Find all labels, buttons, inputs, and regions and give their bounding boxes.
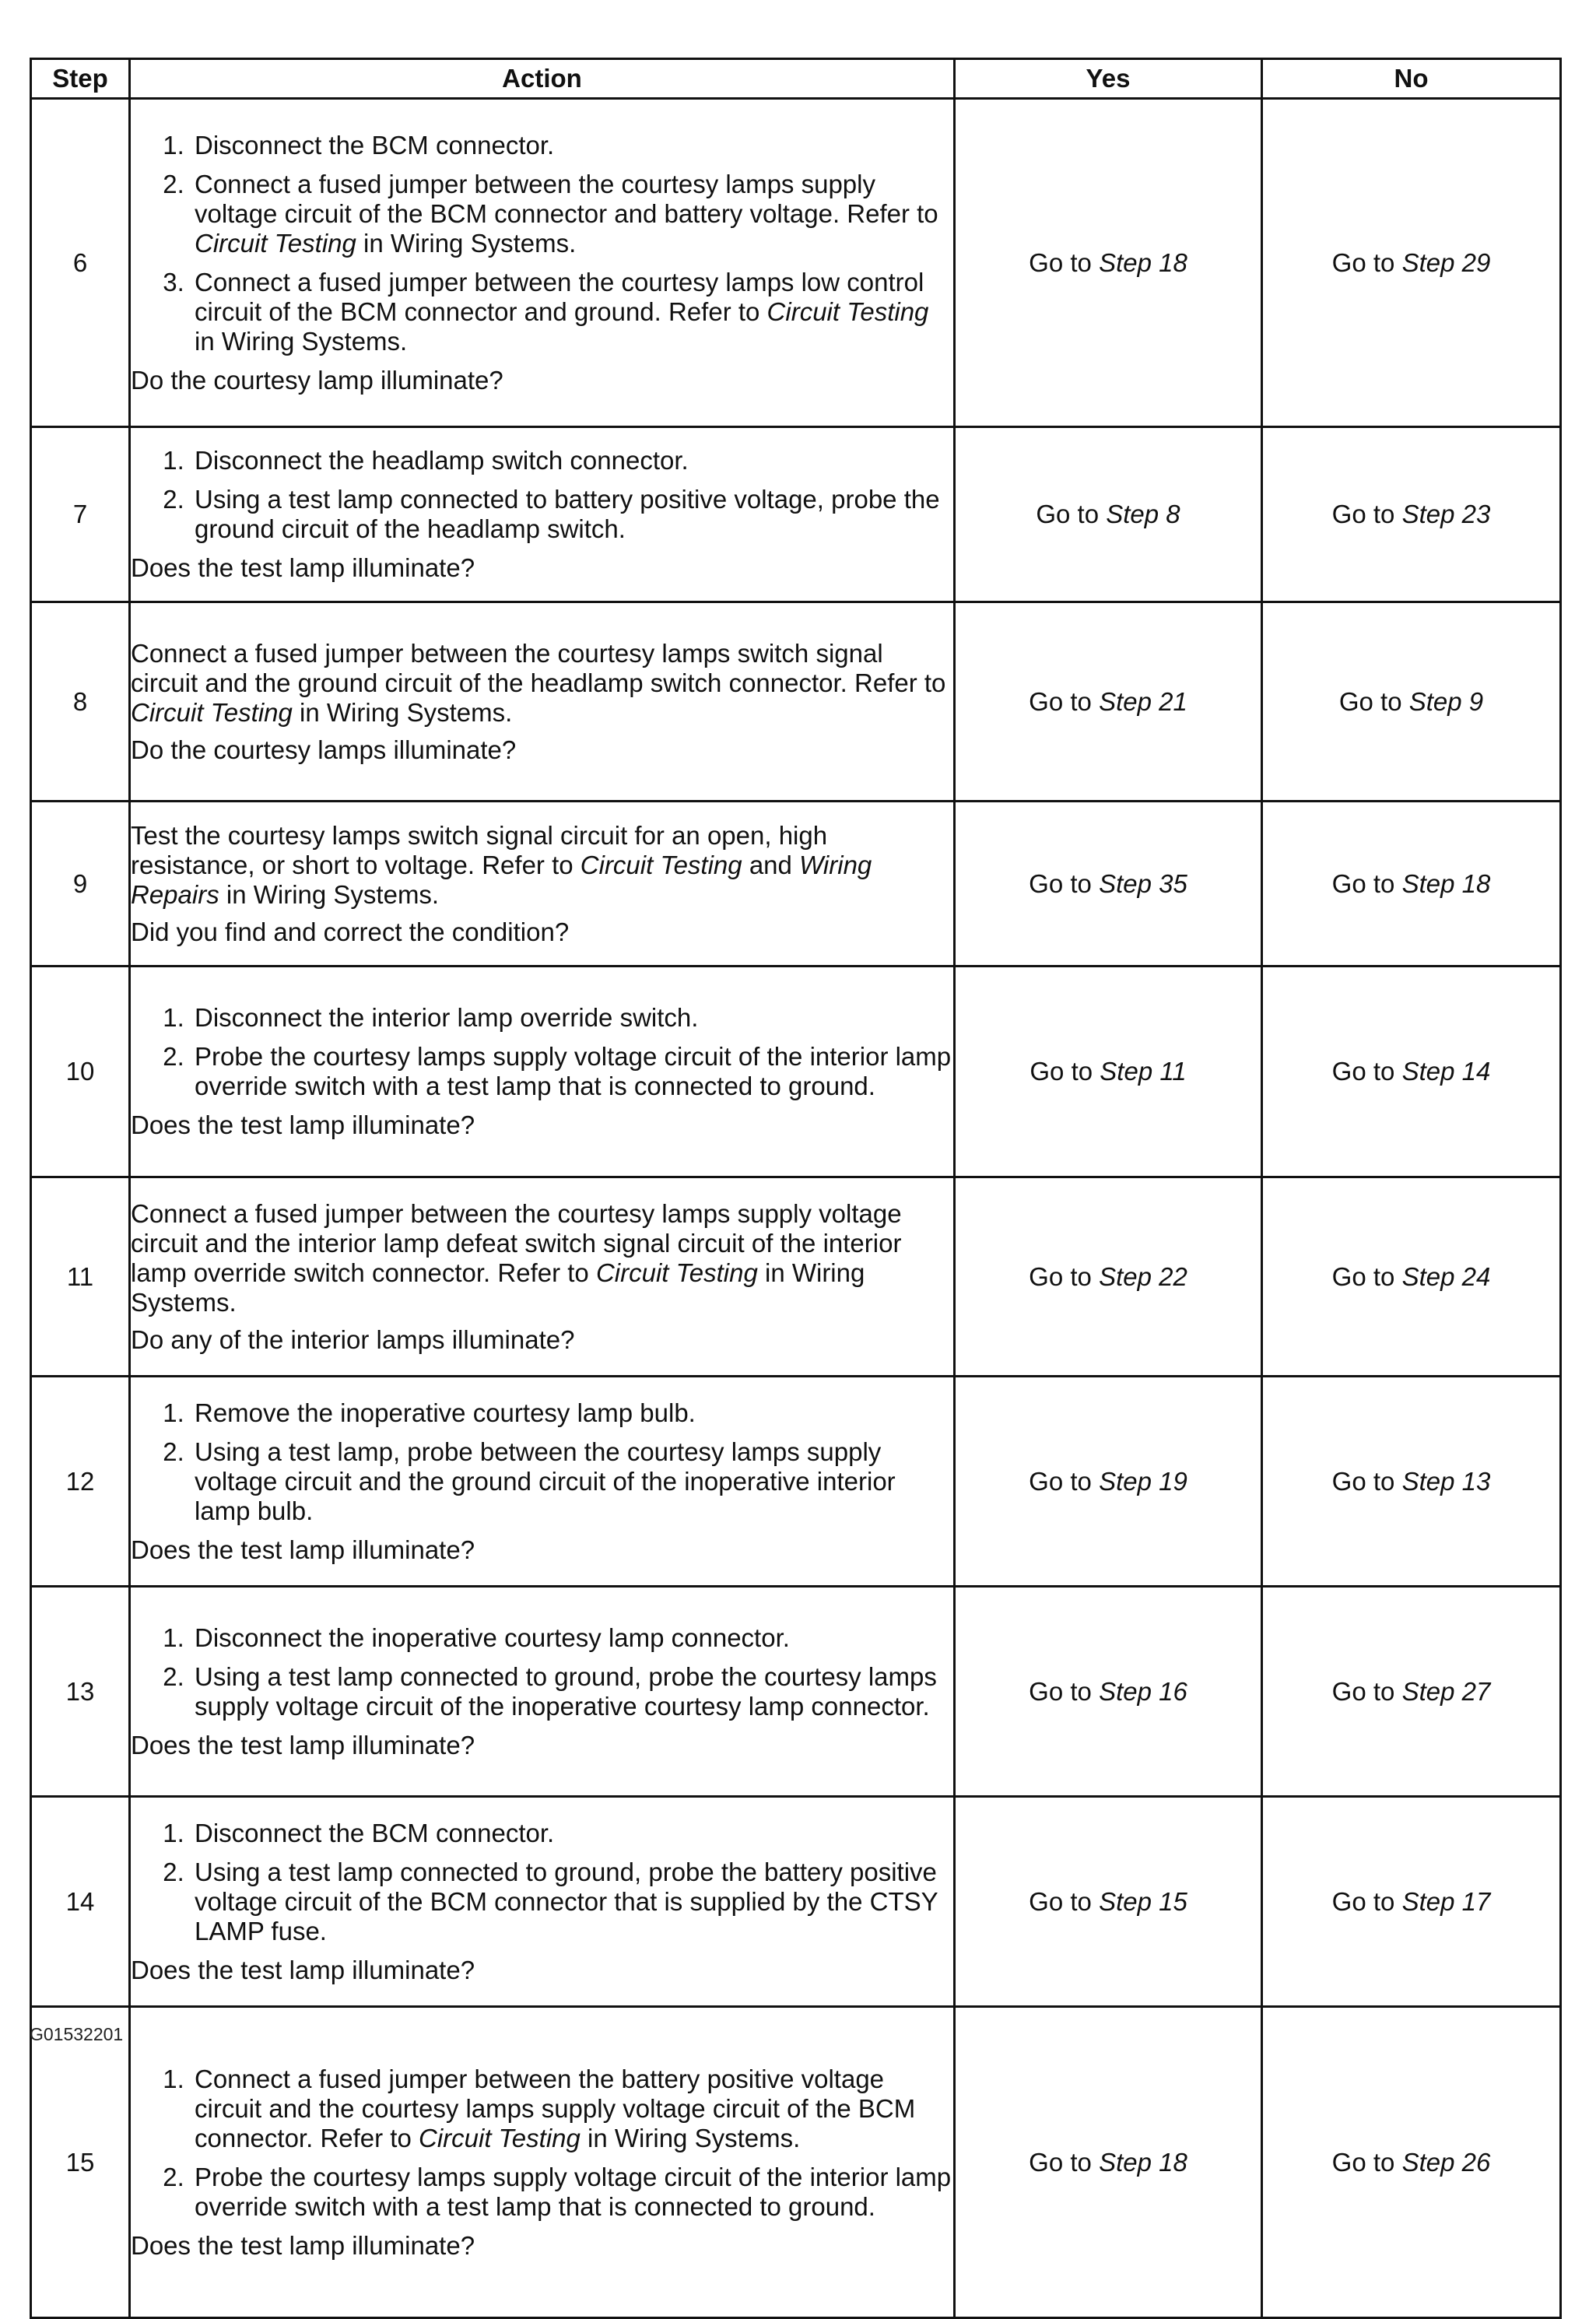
header-yes: Yes [955, 59, 1262, 99]
action-steps-list [131, 1398, 953, 1526]
figure-id: G01532201 [30, 2024, 124, 2044]
instruction-text: in Wiring Systems. [219, 879, 440, 909]
action-cell [130, 1797, 955, 2007]
table-row [31, 1177, 1561, 1377]
goto-step-link: Step 14 [1401, 1057, 1491, 1086]
table-row [31, 2007, 1561, 2318]
step-number: 7 [31, 427, 130, 602]
goto-step-link: Step 26 [1401, 2147, 1491, 2177]
no-result-cell [1262, 1377, 1561, 1587]
goto-step-link: Step 16 [1099, 1676, 1187, 1706]
yes-result-cell [955, 1377, 1262, 1587]
action-step-item [191, 446, 953, 475]
instruction-text: Disconnect the BCM connector. [195, 1818, 555, 1847]
goto-step-link: Step 8 [1106, 500, 1180, 528]
goto-prefix: Go to [1331, 868, 1402, 898]
goto-prefix: Go to [1029, 1466, 1100, 1496]
reference-text: Circuit Testing [580, 850, 742, 879]
goto-step-link: Step 27 [1401, 1676, 1491, 1706]
goto-step-link: Step 18 [1401, 868, 1491, 898]
instruction-text: Test the courtesy lamps switch signal circuit for an open, high resistance, or short to voltage. Refer to [131, 820, 828, 879]
step-number: 10 [31, 967, 130, 1177]
header-no: No [1262, 59, 1561, 99]
diagnostic-table [30, 58, 1562, 2319]
table-row [31, 967, 1561, 1177]
goto-step-link: Step 35 [1099, 868, 1187, 898]
goto-prefix: Go to [1029, 1886, 1100, 1916]
action-steps-list [131, 1003, 953, 1101]
action-text [131, 1199, 953, 1317]
action-cell [130, 967, 955, 1177]
instruction-text: in Wiring Systems. [356, 228, 577, 258]
action-cell [130, 602, 955, 802]
step-number: 8 [31, 602, 130, 802]
instruction-text: and [742, 850, 800, 879]
goto-prefix: Go to [1338, 686, 1409, 716]
goto-step-link: Step 29 [1401, 247, 1491, 277]
action-step-item [191, 1623, 953, 1653]
step-number: 13 [31, 1587, 130, 1797]
instruction-text: Probe the courtesy lamps supply voltage circuit of the interior lamp override switch with a test lamp that is connected to ground. [195, 1042, 952, 1100]
goto-prefix: Go to [1331, 1057, 1402, 1086]
instruction-text: Using a test lamp connected to ground, probe the courtesy lamps supply voltage circuit of the inoperative courtesy lamp connector. [195, 1661, 937, 1721]
instruction-text: Connect a fused jumper between the courtesy lamps supply voltage circuit of the BCM connector and battery voltage. Refer to [195, 169, 938, 228]
goto-step-link: Step 21 [1099, 686, 1187, 716]
no-result-cell [1262, 602, 1561, 802]
instruction-text: Connect a fused jumper between the courtesy lamps low control circuit of the BCM connector and ground. Refer to [195, 267, 924, 326]
action-cell [130, 1587, 955, 1797]
table-row [31, 1587, 1561, 1797]
action-step-item [191, 2065, 953, 2153]
action-cell [130, 427, 955, 602]
action-step-item [191, 2163, 953, 2222]
instruction-text: Remove the inoperative courtesy lamp bulb. [195, 1398, 696, 1427]
action-cell [130, 1377, 955, 1587]
yes-result-cell [955, 99, 1262, 427]
table-row [31, 802, 1561, 967]
no-result-cell [1262, 1587, 1561, 1797]
goto-prefix: Go to [1331, 1466, 1402, 1496]
step-number: 12 [31, 1377, 130, 1587]
action-cell [130, 99, 955, 427]
no-result-cell [1262, 1797, 1561, 2007]
action-step-item [191, 1042, 953, 1101]
goto-step-link: Step 19 [1099, 1466, 1187, 1496]
yes-result-cell [955, 1177, 1262, 1377]
action-steps-list [131, 1623, 953, 1721]
reference-text: Circuit Testing [595, 1258, 758, 1287]
action-step-item [191, 1819, 953, 1848]
action-question: Does the test lamp illuminate? [131, 2230, 475, 2260]
action-question: Does the test lamp illuminate? [131, 553, 475, 582]
goto-step-link: Step 23 [1401, 500, 1491, 528]
table-row [31, 99, 1561, 427]
goto-prefix: Go to [1331, 2147, 1402, 2177]
action-step-item [191, 1398, 953, 1428]
table-row [31, 1797, 1561, 2007]
action-question: Did you find and correct the condition? [131, 917, 570, 946]
instruction-text: in Wiring Systems. [195, 326, 408, 356]
instruction-text: Connect a fused jumper between the courtesy lamps supply voltage circuit and the interior lamp defeat switch signal circuit of the interior lamp override switch connector. Refer to [131, 1198, 902, 1287]
goto-prefix: Go to [1029, 1676, 1100, 1706]
action-steps-list [131, 446, 953, 544]
table-row [31, 602, 1561, 802]
action-question: Do the courtesy lamps illuminate? [131, 735, 517, 764]
action-question: Does the test lamp illuminate? [131, 1535, 475, 1564]
step-number: 15 [31, 2007, 130, 2318]
instruction-text: Connect a fused jumper between the battery positive voltage circuit and the courtesy lamps supply voltage circuit of the BCM connector. Refer to [195, 2064, 916, 2152]
goto-step-link: Step 18 [1099, 2147, 1187, 2177]
action-step-item [191, 131, 953, 160]
action-step-item [191, 485, 953, 544]
yes-result-cell [955, 967, 1262, 1177]
action-step-item [191, 1662, 953, 1721]
action-question: Do the courtesy lamp illuminate? [131, 365, 503, 395]
goto-prefix: Go to [1036, 500, 1107, 528]
reference-text: Circuit Testing [131, 697, 293, 727]
table-row [31, 1377, 1561, 1587]
action-step-item [191, 1858, 953, 1946]
goto-step-link: Step 15 [1099, 1886, 1187, 1916]
goto-step-link: Step 9 [1408, 686, 1484, 716]
no-result-cell [1262, 1177, 1561, 1377]
action-question: Does the test lamp illuminate? [131, 1955, 475, 1984]
goto-prefix: Go to [1030, 1057, 1100, 1086]
goto-prefix: Go to [1331, 247, 1402, 277]
instruction-text: in Wiring Systems. [292, 697, 513, 727]
action-question: Does the test lamp illuminate? [131, 1110, 475, 1139]
action-steps-list [131, 1819, 953, 1946]
goto-prefix: Go to [1331, 1676, 1402, 1706]
action-cell [130, 802, 955, 967]
goto-prefix: Go to [1029, 2147, 1100, 2177]
instruction-text: Probe the courtesy lamps supply voltage circuit of the interior lamp override switch with a test lamp that is connected to ground. [195, 2162, 952, 2221]
yes-result-cell [955, 2007, 1262, 2318]
goto-step-link: Step 24 [1401, 1261, 1491, 1291]
goto-prefix: Go to [1029, 247, 1100, 277]
reference-text: Circuit Testing [766, 296, 929, 326]
goto-step-link: Step 11 [1100, 1057, 1187, 1086]
table-row [31, 427, 1561, 602]
goto-prefix: Go to [1029, 868, 1100, 898]
yes-result-cell [955, 427, 1262, 602]
step-number: 6 [31, 99, 130, 427]
instruction-text: Using a test lamp connected to battery positive voltage, probe the ground circuit of the headlamp switch. [195, 485, 940, 543]
table-header-row [31, 59, 1561, 99]
goto-prefix: Go to [1029, 686, 1100, 716]
header-action: Action [130, 59, 955, 99]
action-cell [130, 2007, 955, 2318]
action-step-item [191, 1437, 953, 1526]
instruction-text: in Wiring Systems. [580, 2123, 801, 2152]
action-question: Do any of the interior lamps illuminate? [131, 1324, 575, 1354]
reference-text: Circuit Testing [419, 2123, 581, 2152]
action-cell [130, 1177, 955, 1377]
step-number: 11 [31, 1177, 130, 1377]
instruction-text: Using a test lamp connected to ground, probe the battery positive voltage circuit of the BCM connector that is supplied by the CTSY LAMP fuse. [195, 1857, 938, 1945]
instruction-text: Disconnect the inoperative courtesy lamp connector. [195, 1623, 790, 1652]
goto-step-link: Step 13 [1401, 1466, 1491, 1496]
reference-text: Wiring Repairs [131, 850, 872, 909]
header-step: Step [31, 59, 130, 99]
goto-step-link: Step 18 [1099, 247, 1187, 277]
instruction-text: Connect a fused jumper between the courtesy lamps switch signal circuit and the ground circuit of the headlamp switch connector. Refer to [131, 638, 946, 697]
step-number: 14 [31, 1797, 130, 2007]
goto-prefix: Go to [1331, 500, 1402, 528]
yes-result-cell [955, 802, 1262, 967]
instruction-text: Disconnect the BCM connector. [195, 130, 555, 160]
no-result-cell [1262, 967, 1561, 1177]
no-result-cell [1262, 99, 1561, 427]
instruction-text: in Wiring Systems. [131, 1258, 865, 1317]
instruction-text: Using a test lamp, probe between the courtesy lamps supply voltage circuit and the ground circuit of the inoperative interior lamp bulb. [195, 1437, 896, 1525]
action-steps-list [131, 2065, 953, 2222]
yes-result-cell [955, 1587, 1262, 1797]
instruction-text: Disconnect the interior lamp override switch. [195, 1003, 699, 1032]
action-text [131, 821, 953, 910]
goto-prefix: Go to [1331, 1261, 1402, 1291]
action-step-item [191, 170, 953, 258]
reference-text: Circuit Testing [195, 228, 356, 258]
no-result-cell [1262, 802, 1561, 967]
goto-prefix: Go to [1331, 1886, 1402, 1916]
instruction-text: Disconnect the headlamp switch connector. [195, 446, 689, 475]
action-step-item [191, 268, 953, 356]
table-body [31, 99, 1561, 2318]
yes-result-cell [955, 602, 1262, 802]
action-steps-list [131, 131, 953, 356]
no-result-cell [1262, 427, 1561, 602]
action-question: Does the test lamp illuminate? [131, 1730, 475, 1759]
goto-prefix: Go to [1029, 1261, 1100, 1291]
no-result-cell [1262, 2007, 1561, 2318]
yes-result-cell [955, 1797, 1262, 2007]
action-step-item [191, 1003, 953, 1033]
action-text [131, 639, 953, 728]
step-number: 9 [31, 802, 130, 967]
goto-step-link: Step 22 [1099, 1261, 1187, 1291]
goto-step-link: Step 17 [1401, 1886, 1491, 1916]
